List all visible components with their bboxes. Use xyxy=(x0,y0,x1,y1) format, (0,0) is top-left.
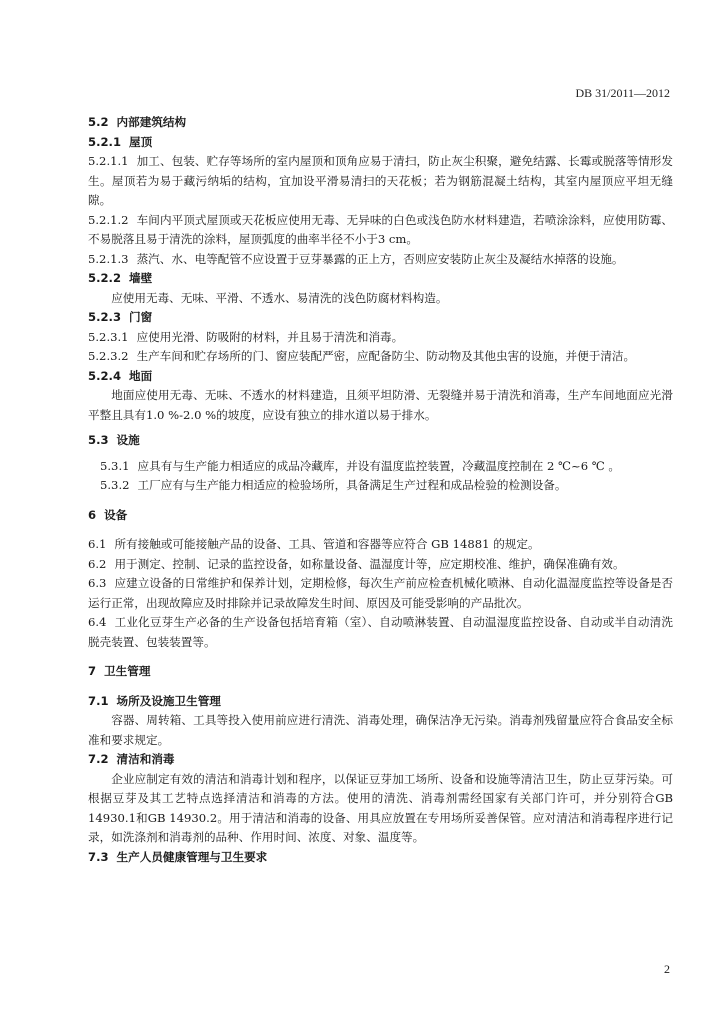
clause-text: 生产车间和贮存场所的门、窗应装配严密，应配备防尘、防动物及其他虫害的设施，并便于清洁。 xyxy=(136,349,636,363)
section-number: 7 xyxy=(88,664,97,678)
heading-7-2 xyxy=(88,750,673,770)
clause-5-3-2 xyxy=(88,476,673,496)
section-title: 屋顶 xyxy=(129,134,153,149)
heading-5-3 xyxy=(88,431,673,451)
clause-text: 工业化豆芽生产必备的生产设备包括培育箱（室）、自动喷淋装置、自动温湿度监控设备、自动或半自动清洗脱壳装置、包装装置等。 xyxy=(88,615,673,649)
clause-6-2 xyxy=(88,555,673,575)
paragraph-5-2-4: 地面应使用无毒、无味、不透水的材料建造，且须平坦防滑、无裂缝并易于清洗和消毒，生产车间地面应光滑平整且具有1.0 %-2.0 %的坡度，应设有独立的排水道以易于排水。 xyxy=(88,388,673,422)
section-number: 7.1 xyxy=(88,693,109,708)
clause-6-1 xyxy=(88,535,673,555)
section-number: 5.3 xyxy=(88,433,109,447)
clause-number: 5.2.1.2 xyxy=(88,212,129,227)
section-title: 设施 xyxy=(116,433,140,447)
clause-number: 5.2.3.2 xyxy=(88,349,129,363)
heading-5-2-4 xyxy=(88,367,673,387)
clause-5-2-1-3 xyxy=(88,250,673,270)
heading-5-2-1 xyxy=(88,133,673,153)
clause-text: 应建立设备的日常维护和保养计划，定期检修，每次生产前应检查机械化喷淋、自动化温湿度监控等设备是否运行正常，出现故障应及时排除并记录故障发生时间、原因及可能受影响的产品批次。 xyxy=(88,576,673,610)
clause-text: 蒸汽、水、电等配管不应设置于豆芽暴露的正上方，否则应安装防止灰尘及凝结水掉落的设施。 xyxy=(136,251,624,266)
clause-5-2-3-1 xyxy=(88,328,673,348)
clause-5-2-1-2 xyxy=(88,211,673,250)
heading-5-2 xyxy=(88,113,673,133)
clause-number: 6.2 xyxy=(88,556,107,571)
clause-number: 6.3 xyxy=(88,576,107,590)
section-title: 内部建筑结构 xyxy=(116,115,187,129)
section-number: 7.2 xyxy=(88,752,109,766)
section-title: 设备 xyxy=(104,507,128,522)
heading-7 xyxy=(88,662,673,682)
clause-5-2-3-2 xyxy=(88,347,673,367)
clause-5-3-1 xyxy=(88,457,673,477)
section-number: 5.2.2 xyxy=(88,271,122,285)
section-number: 5.2.1 xyxy=(88,134,122,149)
clause-number: 6.1 xyxy=(88,537,107,551)
clause-number: 5.2.3.1 xyxy=(88,329,129,344)
section-title: 场所及设施卫生管理 xyxy=(116,693,221,708)
clause-6-4 xyxy=(88,613,673,652)
heading-7-3 xyxy=(88,848,673,868)
paragraph-7-1: 容器、周转箱、工具等投入使用前应进行清洗、消毒处理，确保洁净无污染。消毒剂残留量应符合食品安全标准和要求规定。 xyxy=(88,713,673,747)
section-title: 门窗 xyxy=(129,310,153,324)
paragraph-5-2-2: 应使用无毒、无味、平滑、不透水、易清洗的浅色防腐材料构造。 xyxy=(111,290,448,305)
paragraph-7-2: 企业应制定有效的清洁和消毒计划和程序，以保证豆芽加工场所、设备和设施等清洁卫生，防止豆芽污染。可根据豆芽及其工艺特点选择清洁和消毒的方法。使用的清洗、消毒剂需经国家有关部门许可，并分别符合GB 14930.1和GB 14930.2。用于清洁和消毒的设备、用具应放置在专用场所妥善保管。应对清洁和消毒程序进行记录，如洗涤剂和消毒剂的品种、作用时间、浓度、对象、温度等。 xyxy=(88,771,673,844)
document-body xyxy=(88,113,673,867)
clause-number: 5.3.2 xyxy=(100,478,130,492)
section-title: 生产人员健康管理与卫生要求 xyxy=(116,849,268,864)
section-number: 5.2.4 xyxy=(88,368,122,383)
heading-6 xyxy=(88,506,673,526)
clause-number: 5.2.1.3 xyxy=(88,251,129,266)
clause-text: 车间内平顶式屋顶或天花板应使用无毒、无异味的白色或浅色防水材料建造，若喷涂涂料，应使用防霉、不易脱落且易于清洗的涂料，屋顶弧度的曲率半径不小于3 cm。 xyxy=(88,212,673,246)
standard-code: DB 31/2011—2012 xyxy=(575,86,670,100)
section-title: 墙壁 xyxy=(129,271,153,285)
clause-text: 应具有与生产能力相适应的成品冷藏库，并设有温度监控装置，冷藏温度控制在 2 ℃~6 ℃ 。 xyxy=(137,458,621,473)
section-number: 7.3 xyxy=(88,849,109,864)
section-number: 5.2.3 xyxy=(88,310,122,324)
section-title: 卫生管理 xyxy=(104,664,151,678)
clause-text: 用于测定、控制、记录的监控设备，如称量设备、温湿度计等，应定期校准、维护，确保准确有效。 xyxy=(114,556,625,571)
clause-text: 应使用光滑、防吸附的材料，并且易于清洗和消毒。 xyxy=(136,329,404,344)
heading-7-1 xyxy=(88,692,673,712)
clause-5-2-1-1 xyxy=(88,152,673,211)
heading-5-2-3 xyxy=(88,308,673,328)
clause-number: 5.3.1 xyxy=(100,458,130,473)
clause-number: 6.4 xyxy=(88,615,107,629)
clause-text: 加工、包装、贮存等场所的室内屋顶和顶角应易于清扫，防止灰尘积聚，避免结露、长霉或脱落等情形发生。屋顶若为易于藏污纳垢的结构，宜加设平滑易清扫的天花板；若为钢筋混凝土结构，其室内屋顶应平坦无缝隙。 xyxy=(88,154,673,207)
clause-text: 工厂应有与生产能力相适应的检验场所，具备满足生产过程和成品检验的检测设备。 xyxy=(137,478,567,492)
clause-number: 5.2.1.1 xyxy=(88,154,129,168)
page-number: 2 xyxy=(664,962,670,976)
section-title: 地面 xyxy=(129,368,153,383)
heading-5-2-2 xyxy=(88,269,673,289)
section-title: 清洁和消毒 xyxy=(116,752,175,766)
clause-6-3 xyxy=(88,574,673,613)
section-number: 5.2 xyxy=(88,115,109,129)
section-number: 6 xyxy=(88,507,97,522)
clause-text: 所有接触或可能接触产品的设备、工具、管道和容器等应符合 GB 14881 的规定。 xyxy=(114,537,540,551)
